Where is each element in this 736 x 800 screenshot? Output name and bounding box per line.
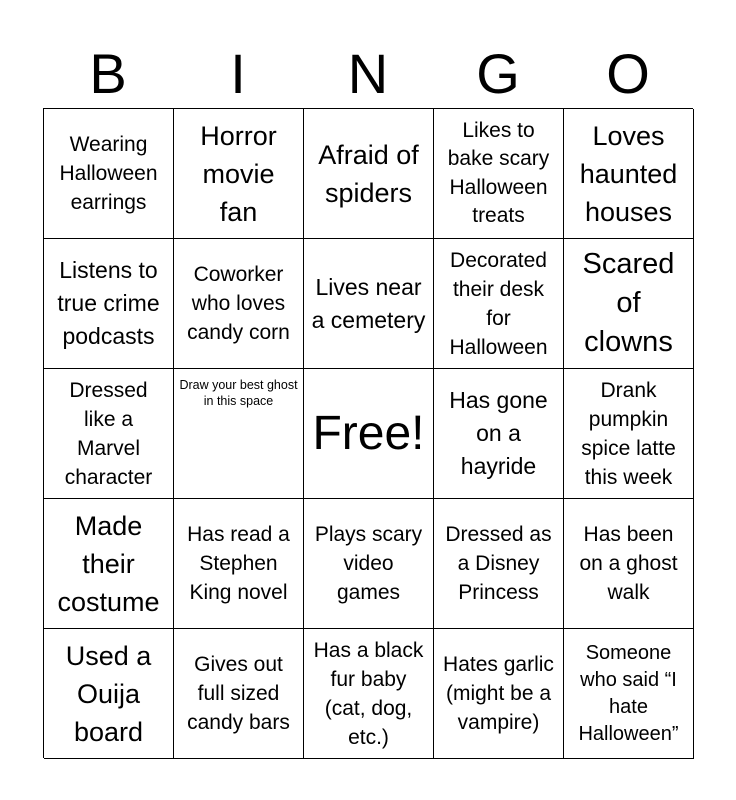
cell-text: Has read a Stephen King novel <box>187 523 290 604</box>
cell-text: Afraid of spiders <box>318 139 419 208</box>
cell-text: Draw your best ghost in this space <box>179 378 298 408</box>
bingo-cell[interactable] <box>434 629 564 759</box>
bingo-cell[interactable] <box>434 109 564 239</box>
cell-text: Lives near a cemetery <box>311 273 426 333</box>
bingo-cell[interactable] <box>174 499 304 629</box>
bingo-cell[interactable] <box>564 109 694 239</box>
cell-text: Has gone on a hayride <box>449 387 548 479</box>
cell-text: Made their costume <box>57 510 160 617</box>
bingo-cell[interactable] <box>434 499 564 629</box>
header-letter-i: I <box>230 42 246 105</box>
cell-text: Dressed like a Marvel character <box>64 378 153 489</box>
header-letter-g: G <box>476 42 520 105</box>
bingo-header <box>43 40 693 108</box>
bingo-cell[interactable] <box>44 369 174 499</box>
bingo-cell[interactable] <box>304 499 434 629</box>
bingo-cell[interactable] <box>174 369 304 499</box>
header-letter-n: N <box>347 42 389 105</box>
bingo-cell[interactable] <box>564 369 694 499</box>
cell-text: Has been on a ghost walk <box>579 523 678 604</box>
cell-text: Dressed as a Disney Princess <box>445 523 552 604</box>
cell-text: Used a Ouija board <box>65 640 152 747</box>
bingo-cell[interactable] <box>304 109 434 239</box>
bingo-cell[interactable] <box>304 629 434 759</box>
bingo-cell[interactable] <box>44 499 174 629</box>
bingo-cell[interactable] <box>564 629 694 759</box>
cell-text: Listens to true crime podcasts <box>57 257 160 349</box>
header-letter-o: O <box>606 42 650 105</box>
cell-text: Likes to bake scary Halloween treats <box>447 118 550 227</box>
bingo-cell[interactable] <box>44 239 174 369</box>
cell-text: Horror movie fan <box>200 120 277 227</box>
cell-text: Decorated their desk for Halloween <box>449 248 548 359</box>
cell-text: Plays scary video games <box>314 523 423 604</box>
cell-text: Gives out full sized candy bars <box>187 653 290 734</box>
bingo-cell[interactable] <box>174 239 304 369</box>
bingo-cell[interactable] <box>174 629 304 759</box>
bingo-cell[interactable] <box>434 369 564 499</box>
free-space[interactable] <box>304 369 434 499</box>
cell-text: Someone who said “I hate Halloween” <box>578 641 679 745</box>
bingo-cell[interactable] <box>44 629 174 759</box>
bingo-cell[interactable] <box>304 239 434 369</box>
bingo-cell[interactable] <box>44 109 174 239</box>
cell-text: Has a black fur baby (cat, dog, etc.) <box>313 638 424 749</box>
cell-text: Wearing Halloween earrings <box>59 133 158 214</box>
bingo-cell[interactable] <box>434 239 564 369</box>
cell-text: Scared of clowns <box>582 248 675 358</box>
bingo-cell[interactable] <box>564 499 694 629</box>
bingo-cell[interactable] <box>564 239 694 369</box>
bingo-grid <box>43 108 693 758</box>
free-text: Free! <box>312 407 425 460</box>
cell-text: Drank pumpkin spice latte this week <box>581 378 676 489</box>
cell-text: Loves haunted houses <box>579 120 678 227</box>
cell-text: Coworker who loves candy corn <box>187 263 290 344</box>
header-letter-b: B <box>89 42 127 105</box>
bingo-cell[interactable] <box>174 109 304 239</box>
cell-text: Hates garlic (might be a vampire) <box>443 653 554 734</box>
